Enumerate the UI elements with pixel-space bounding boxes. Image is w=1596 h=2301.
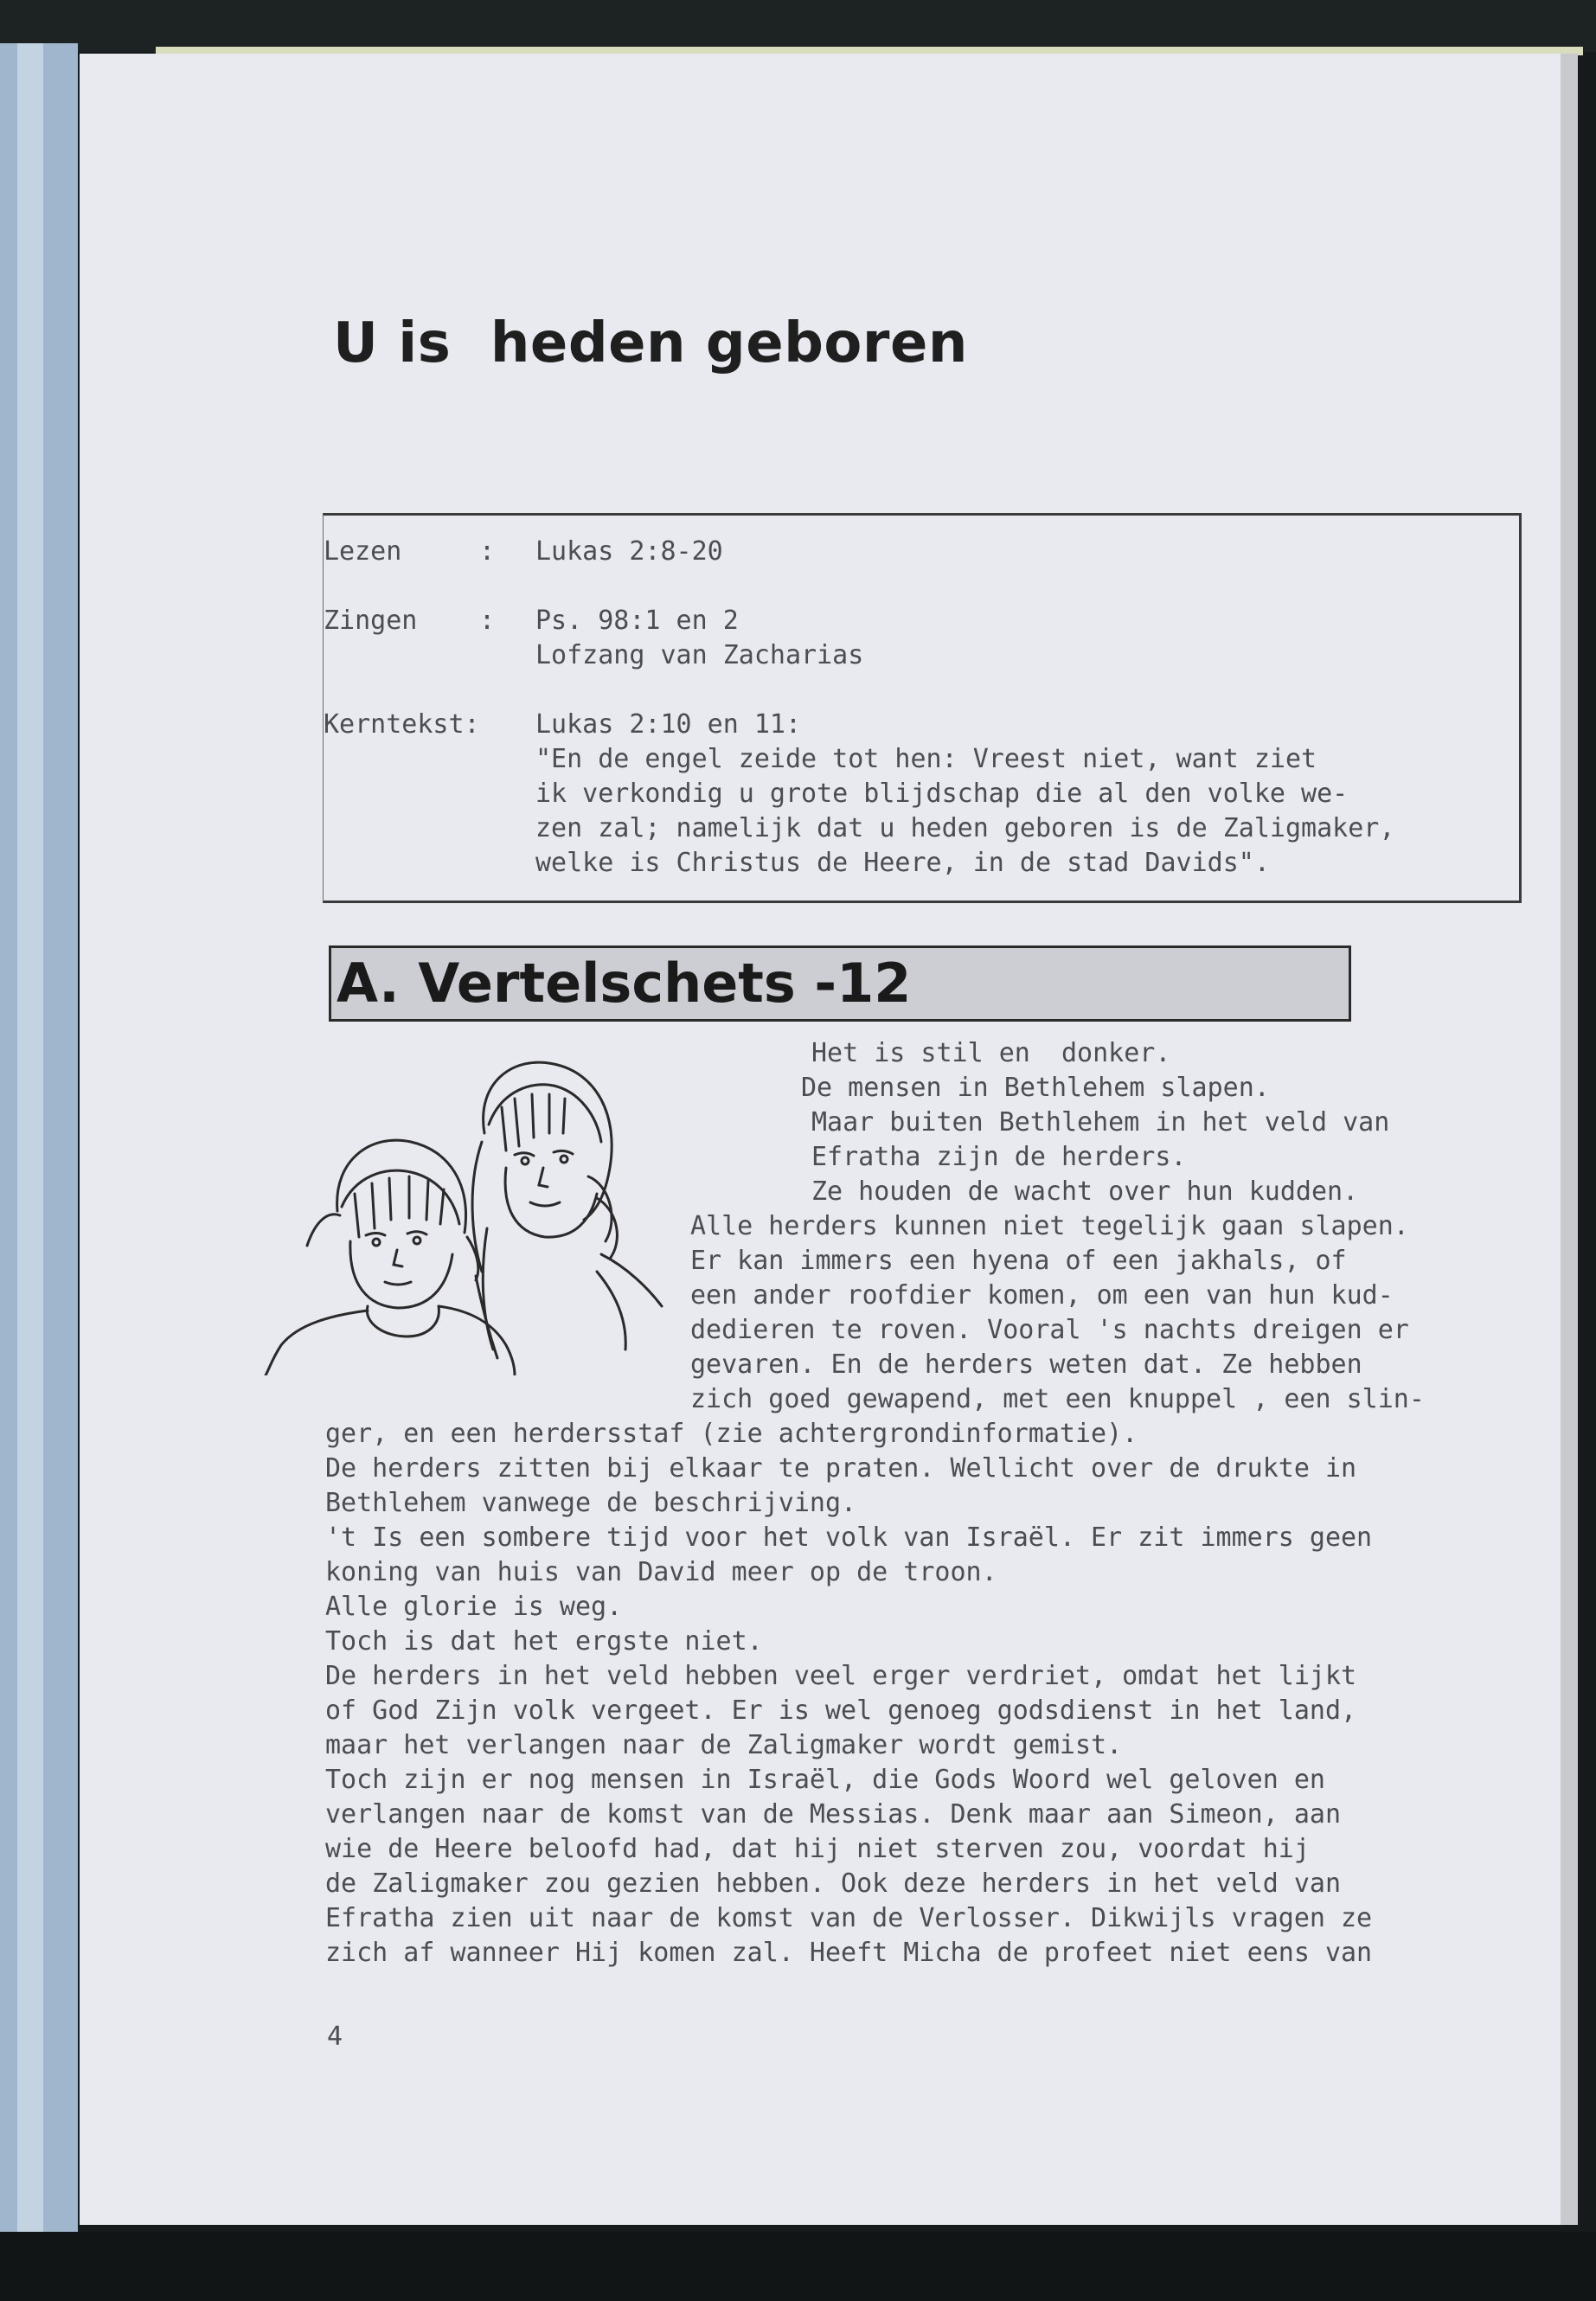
story-line: zich goed gewapend, met een knuppel , een slin- <box>690 1384 1425 1414</box>
section-heading: A. Vertelschets -12 <box>329 945 1351 1022</box>
reading-info-box <box>323 513 1522 903</box>
kerntekst-line: Lukas 2:10 en 11: <box>535 709 802 740</box>
kerntekst-line: welke is Christus de Heere, in de stad Davids". <box>535 848 1270 878</box>
zingen-label: Zingen <box>324 606 418 636</box>
kerntekst-line: "En de engel zeide tot hen: Vreest niet, want ziet <box>535 744 1317 774</box>
zingen-value-2: Lofzang van Zacharias <box>535 640 864 670</box>
book-cover-edge-highlight <box>17 43 43 2232</box>
story-line: dedieren te roven. Vooral 's nachts dreigen er <box>690 1315 1409 1345</box>
story-line: De herders zitten bij elkaar te praten. Wellicht over de drukte in <box>325 1453 1357 1484</box>
lezen-colon: : <box>479 536 496 567</box>
story-line: De herders in het veld hebben veel erger verdriet, omdat het lijkt <box>325 1661 1357 1691</box>
story-line: De mensen in Bethlehem slapen. <box>801 1073 1270 1103</box>
story-line: Efratha zijn de herders. <box>811 1142 1187 1172</box>
zingen-value-1: Ps. 98:1 en 2 <box>535 606 739 636</box>
story-line: Het is stil en donker. <box>811 1038 1171 1068</box>
story-line: maar het verlangen naar de Zaligmaker wordt gemist. <box>325 1730 1123 1760</box>
story-line: gevaren. En de herders weten dat. Ze hebben <box>690 1349 1362 1380</box>
kerntekst-line: zen zal; namelijk dat u heden geboren is de Zaligmaker, <box>535 813 1395 843</box>
story-line: Efratha zien uit naar de komst van de Verlosser. Dikwijls vragen ze <box>325 1903 1373 1933</box>
story-line: Toch zijn er nog mensen in Israël, die Gods Woord wel geloven en <box>325 1765 1325 1795</box>
story-line: zich af wanneer Hij komen zal. Heeft Micha de profeet niet eens van <box>325 1938 1373 1968</box>
story-line: wie de Heere beloofd had, dat hij niet sterven zou, voordat hij <box>325 1834 1310 1864</box>
page-number: 4 <box>327 2022 343 2052</box>
lezen-value: Lukas 2:8-20 <box>535 536 723 567</box>
lezen-label: Lezen <box>324 536 402 567</box>
kerntekst-label: Kerntekst: <box>324 709 480 740</box>
book-binding-bottom <box>0 2232 1596 2301</box>
story-line: of God Zijn volk vergeet. Er is wel genoeg godsdienst in het land, <box>325 1695 1357 1726</box>
story-line: Er kan immers een hyena of een jakhals, of <box>690 1246 1347 1276</box>
story-line: Maar buiten Bethlehem in het veld van <box>811 1107 1390 1138</box>
two-children-drawing <box>255 1047 670 1375</box>
story-line: Bethlehem vanwege de beschrijving. <box>325 1488 857 1518</box>
story-line: verlangen naar de komst van de Messias. Denk maar aan Simeon, aan <box>325 1799 1341 1830</box>
book-binding-top <box>0 0 1596 52</box>
story-line: Toch is dat het ergste niet. <box>325 1626 763 1657</box>
page-title: U is heden geboren <box>333 311 968 375</box>
story-line: Alle glorie is weg. <box>325 1592 623 1622</box>
story-line: ger, en een herdersstaf (zie achtergrondinformatie). <box>325 1419 1138 1449</box>
story-line: Ze houden de wacht over hun kudden. <box>811 1176 1359 1207</box>
zingen-colon: : <box>479 606 496 636</box>
page-right-edge <box>1561 54 1578 2225</box>
story-line: 't Is een sombere tijd voor het volk van Israël. Er zit immers geen <box>325 1522 1373 1553</box>
kerntekst-line: ik verkondig u grote blijdschap die al den volke we- <box>535 779 1349 809</box>
story-line: de Zaligmaker zou gezien hebben. Ook deze herders in het veld van <box>325 1868 1341 1899</box>
story-line: een ander roofdier komen, om een van hun kud- <box>690 1280 1394 1311</box>
story-line: Alle herders kunnen niet tegelijk gaan slapen. <box>690 1211 1409 1241</box>
story-line: koning van huis van David meer op de troon. <box>325 1557 997 1587</box>
